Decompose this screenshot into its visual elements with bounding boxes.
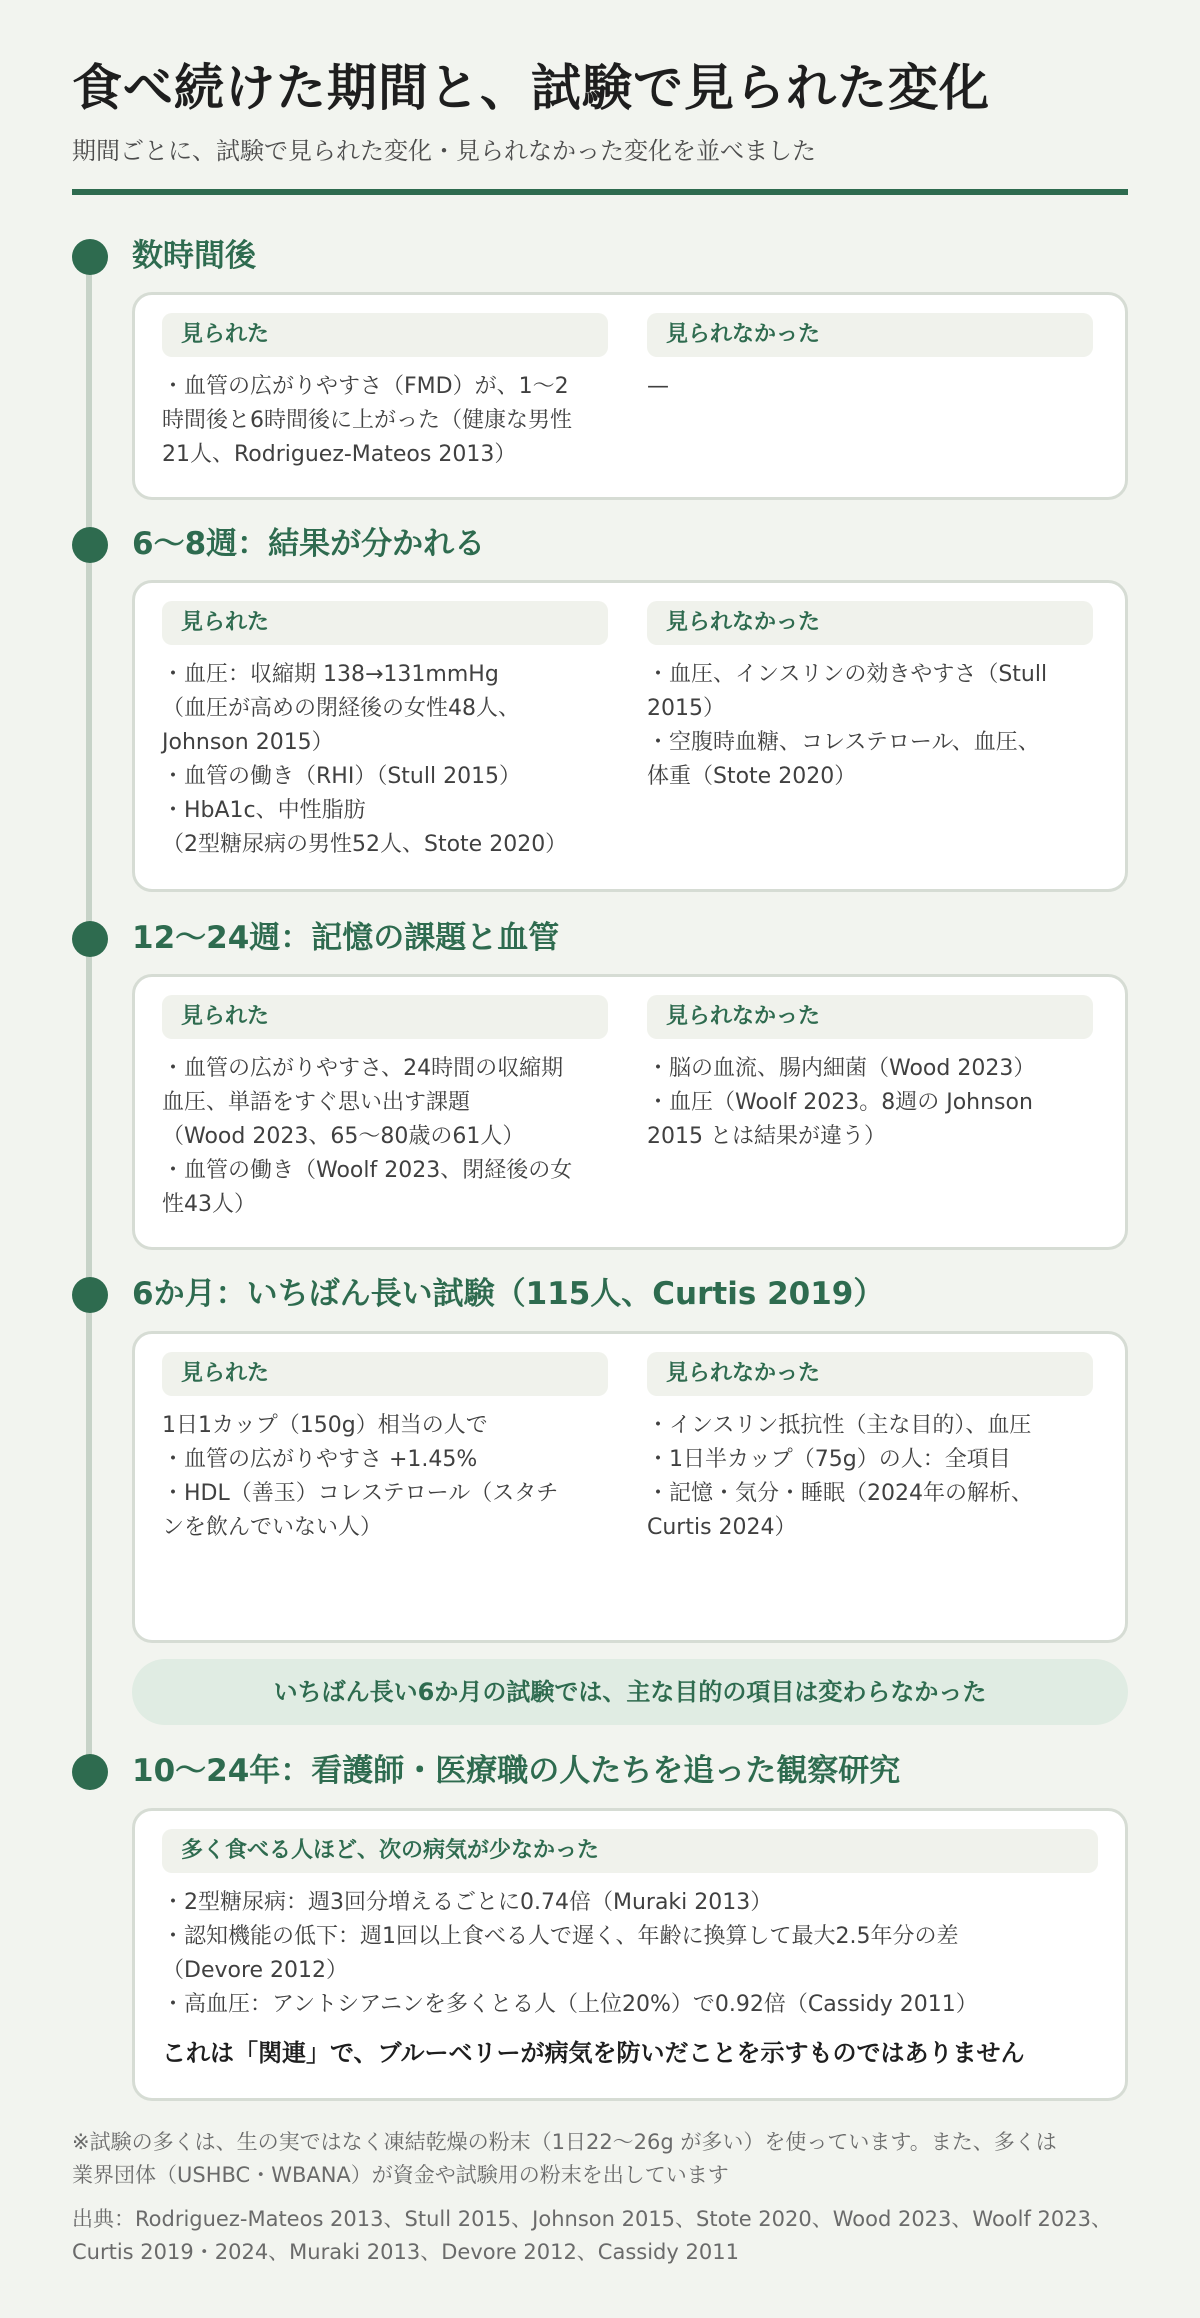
- not-seen-tag: 見られなかった: [647, 601, 1093, 645]
- list-item: 21人、Rodriguez-Mateos 2013）: [162, 442, 517, 467]
- result-card: [132, 580, 1128, 892]
- seen-tag: 見られた: [162, 601, 608, 645]
- list-item: （Devore 2012）: [162, 1958, 349, 1983]
- list-item: ・HbA1c、中性脂肪: [162, 798, 366, 823]
- list-item: ・1日半カップ（75g）の人：全項目: [647, 1447, 1011, 1472]
- list-item: ・血圧：収縮期 138→131mmHg: [162, 662, 499, 687]
- sources-line: Curtis 2019・2024、Muraki 2013、Devore 2012、Cassidy 2011: [72, 2240, 739, 2264]
- list-item: 体重（Stote 2020）: [647, 764, 857, 789]
- timeline-line: [86, 256, 92, 1772]
- not-seen-column: [647, 601, 1093, 794]
- list-item: 血圧、単語をすぐ思い出す課題: [162, 1090, 471, 1115]
- list-item: 2015）: [647, 696, 725, 721]
- list-item: ・HDL（善玉）コレステロール（スタチ: [162, 1481, 559, 1506]
- list-item: Curtis 2024）: [647, 1515, 797, 1540]
- period-heading: 数時間後: [132, 238, 256, 274]
- list-item: 性43人）: [162, 1192, 256, 1217]
- footnote: [72, 2126, 1128, 2192]
- list-item: ・記憶・気分・睡眠（2024年の解析、: [647, 1481, 1033, 1506]
- timeline-dot: [72, 239, 108, 275]
- seen-column: [162, 1352, 608, 1545]
- sources: [72, 2203, 1128, 2269]
- caution-note: これは「関連」で、ブルーベリーが病気を防いだことを示すものではありません: [162, 2039, 1025, 2067]
- seen-column: [162, 995, 608, 1222]
- result-card: [132, 974, 1128, 1250]
- page-subtitle: 期間ごとに、試験で見られた変化・見られなかった変化を並べました: [72, 137, 816, 165]
- timeline-dot: [72, 921, 108, 957]
- list-item: 2015 とは結果が違う）: [647, 1124, 886, 1149]
- list-item: ・脳の血流、腸内細菌（Wood 2023）: [647, 1056, 1036, 1081]
- timeline-dot: [72, 527, 108, 563]
- period-heading: 6〜8週：結果が分かれる: [132, 526, 486, 562]
- observational-card: [132, 1808, 1128, 2101]
- list-item: ・血管の広がりやすさ +1.45%: [162, 1447, 478, 1472]
- header-divider: [72, 189, 1128, 195]
- list-item: Johnson 2015）: [162, 730, 334, 755]
- not-seen-column: [647, 995, 1093, 1154]
- timeline-dot: [72, 1754, 108, 1790]
- not-seen-column: [647, 1352, 1093, 1545]
- seen-column: [162, 313, 608, 472]
- period-heading: 12〜24週：記憶の課題と血管: [132, 920, 560, 956]
- summary-callout: いちばん長い6か月の試験では、主な目的の項目は変わらなかった: [132, 1659, 1128, 1725]
- list-item: ・血管の広がりやすさ（FMD）が、1〜2: [162, 374, 569, 399]
- period-heading: 10〜24年：看護師・医療職の人たちを追った観察研究: [132, 1753, 901, 1789]
- not-seen-column: [647, 313, 1093, 404]
- result-card: [132, 1331, 1128, 1643]
- page-title: 食べ続けた期間と、試験で見られた変化: [72, 59, 990, 117]
- result-card: [132, 292, 1128, 500]
- not-seen-tag: 見られなかった: [647, 995, 1093, 1039]
- list-item: ・血管の働き（RHI）（Stull 2015）: [162, 764, 522, 789]
- sources-line: 出典：Rodriguez-Mateos 2013、Stull 2015、Johnson 2015、Stote 2020、Wood 2023、Woolf 2023、: [72, 2207, 1112, 2231]
- list-item: （2型糖尿病の男性52人、Stote 2020）: [162, 832, 568, 857]
- period-heading: 6か月：いちばん長い試験（115人、Curtis 2019）: [132, 1276, 885, 1312]
- list-item: ・インスリン抵抗性（主な目的）、血圧: [647, 1413, 1032, 1438]
- seen-tag: 見られた: [162, 1352, 608, 1396]
- seen-tag: 見られた: [162, 313, 608, 357]
- observational-tag: 多く食べる人ほど、次の病気が少なかった: [162, 1829, 1098, 1873]
- list-item: ・血管の働き（Woolf 2023、閉経後の女: [162, 1158, 573, 1183]
- list-item: ・血圧、インスリンの効きやすさ（Stull: [647, 662, 1048, 687]
- not-seen-tag: 見られなかった: [647, 1352, 1093, 1396]
- list-item: ンを飲んでいない人）: [162, 1515, 383, 1540]
- list-item: ・血圧（Woolf 2023。8週の Johnson: [647, 1090, 1033, 1115]
- list-item: —: [647, 374, 669, 399]
- footnote-line: ※試験の多くは、生の実ではなく凍結乾燥の粉末（1日22〜26g が多い）を使っています。また、多くは: [72, 2130, 1057, 2154]
- list-item: ・空腹時血糖、コレステロール、血圧、: [647, 730, 1040, 755]
- list-item: （血圧が高めの閉経後の女性48人、: [162, 696, 520, 721]
- not-seen-tag: 見られなかった: [647, 313, 1093, 357]
- timeline-dot: [72, 1277, 108, 1313]
- list-item: ・2型糖尿病：週3回分増えるごとに0.74倍（Muraki 2013）: [162, 1890, 773, 1915]
- list-item: ・血管の広がりやすさ、24時間の収縮期: [162, 1056, 564, 1081]
- list-item: （Wood 2023、65〜80歳の61人）: [162, 1124, 525, 1149]
- seen-column: [162, 601, 608, 862]
- list-item: 1日1カップ（150g）相当の人で: [162, 1413, 488, 1438]
- footnote-line: 業界団体（USHBC・WBANA）が資金や試験用の粉末を出しています: [72, 2163, 729, 2187]
- seen-tag: 見られた: [162, 995, 608, 1039]
- list-item: ・認知機能の低下：週1回以上食べる人で遅く、年齢に換算して最大2.5年分の差: [162, 1924, 959, 1949]
- list-item: 時間後と6時間後に上がった（健康な男性: [162, 408, 572, 433]
- list-item: ・高血圧：アントシアニンを多くとる人（上位20%）で0.92倍（Cassidy 2011）: [162, 1992, 978, 2017]
